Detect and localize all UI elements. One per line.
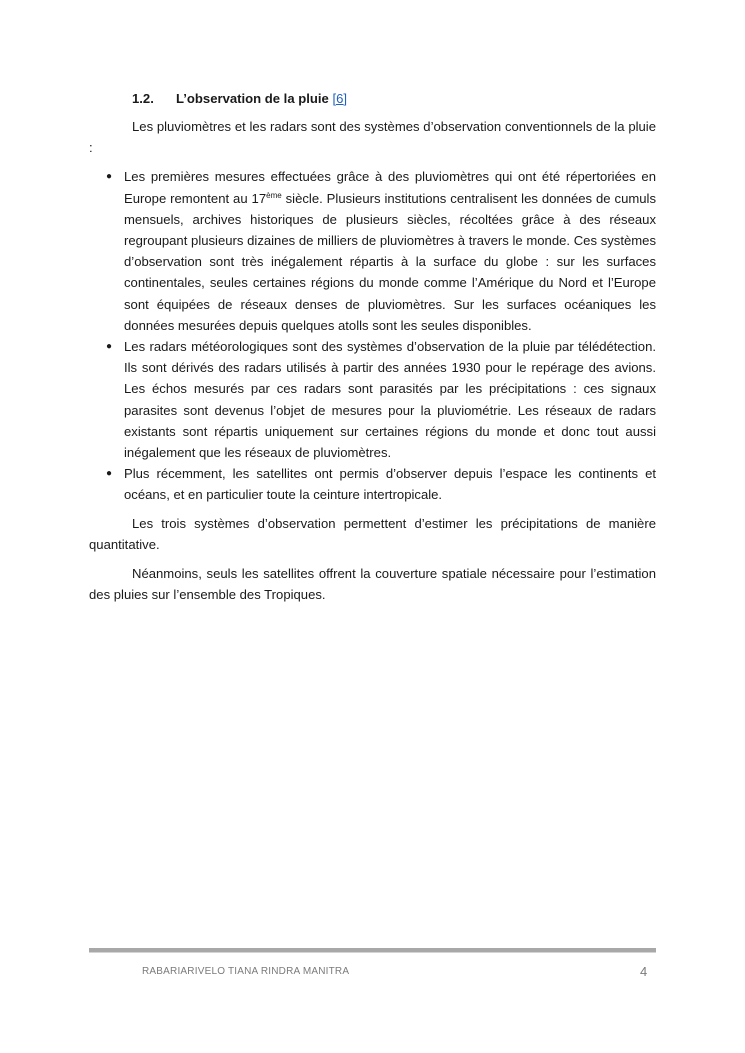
bullet-icon: ●: [106, 171, 113, 183]
superscript: ème: [266, 190, 282, 200]
reference-link[interactable]: [6]: [332, 91, 347, 106]
page-content: [89, 88, 656, 613]
list-item-rain-gauges: [89, 166, 656, 336]
footer-divider: [89, 948, 656, 953]
page-number: 4: [640, 964, 648, 979]
list-item-text: Les premières mesures effectuées grâce à des pluviomètres qui ont été répertoriées en Europe remontent au 17: [124, 169, 656, 206]
list-item-text: Plus récemment, les satellites ont permis d’observer depuis l’espace les continents et océans, et en particulier toute la ceinture intertropicale.: [124, 466, 656, 503]
bullet-icon: ●: [106, 468, 113, 480]
section-heading: [89, 88, 656, 110]
paragraph-satellites: Néanmoins, seuls les satellites offrent la couverture spatiale nécessaire pour l’estimation des pluies sur l’ensemble des Tropiques.: [89, 566, 656, 603]
paragraph-quantitative: Les trois systèmes d’observation permettent d’estimer les précipitations de manière quantitative.: [89, 515, 656, 552]
list-item-text: Les radars météorologiques sont des systèmes d’observation de la pluie par télédétection. Ils sont dérivés des radars utilisés à partir des années 1930 pour le repérage des avions. Les échos mesurés par ces radars sont parasités par les précipitations : ces signaux parasites sont devenus l’objet de mesures pour la pluviométrie. Les réseaux de radars existants sont répartis uniquement sur certaines régions du monde et donc tout aussi inégalement que les réseaux de pluviomètres.: [124, 339, 656, 461]
list-item-radars: [89, 336, 656, 463]
list-item-text: siècle. Plusieurs institutions centralisent les données de cumuls mensuels, archives historiques de plusieurs siècles, récoltées grâce à des réseaux regroupant plusieurs dizaines de milliers de pluviomètres à travers le monde. Ces systèmes d’observation sont très inégalement répartis à la surface du globe : sur les surfaces continentales, seules certaines régions du monde comme l’Amérique du Nord et l’Europe sont équipées de réseaux denses de pluviomètres. Sur les surfaces océaniques les données mesurées depuis quelques atolls sont les seules disponibles.: [124, 190, 657, 333]
section-number: 1.2.: [132, 91, 154, 106]
section-title: L’observation de la pluie: [176, 91, 329, 106]
footer-author: RABARIARIVELO TIANA RINDRA MANITRA: [142, 966, 350, 977]
bullet-list: [89, 166, 656, 505]
intro-paragraph: Les pluviomètres et les radars sont des systèmes d’observation conventionnels de la pluie :: [89, 119, 656, 156]
section-title-wrap: [176, 88, 347, 109]
list-item-satellites: [89, 463, 656, 505]
bullet-icon: ●: [106, 341, 113, 353]
